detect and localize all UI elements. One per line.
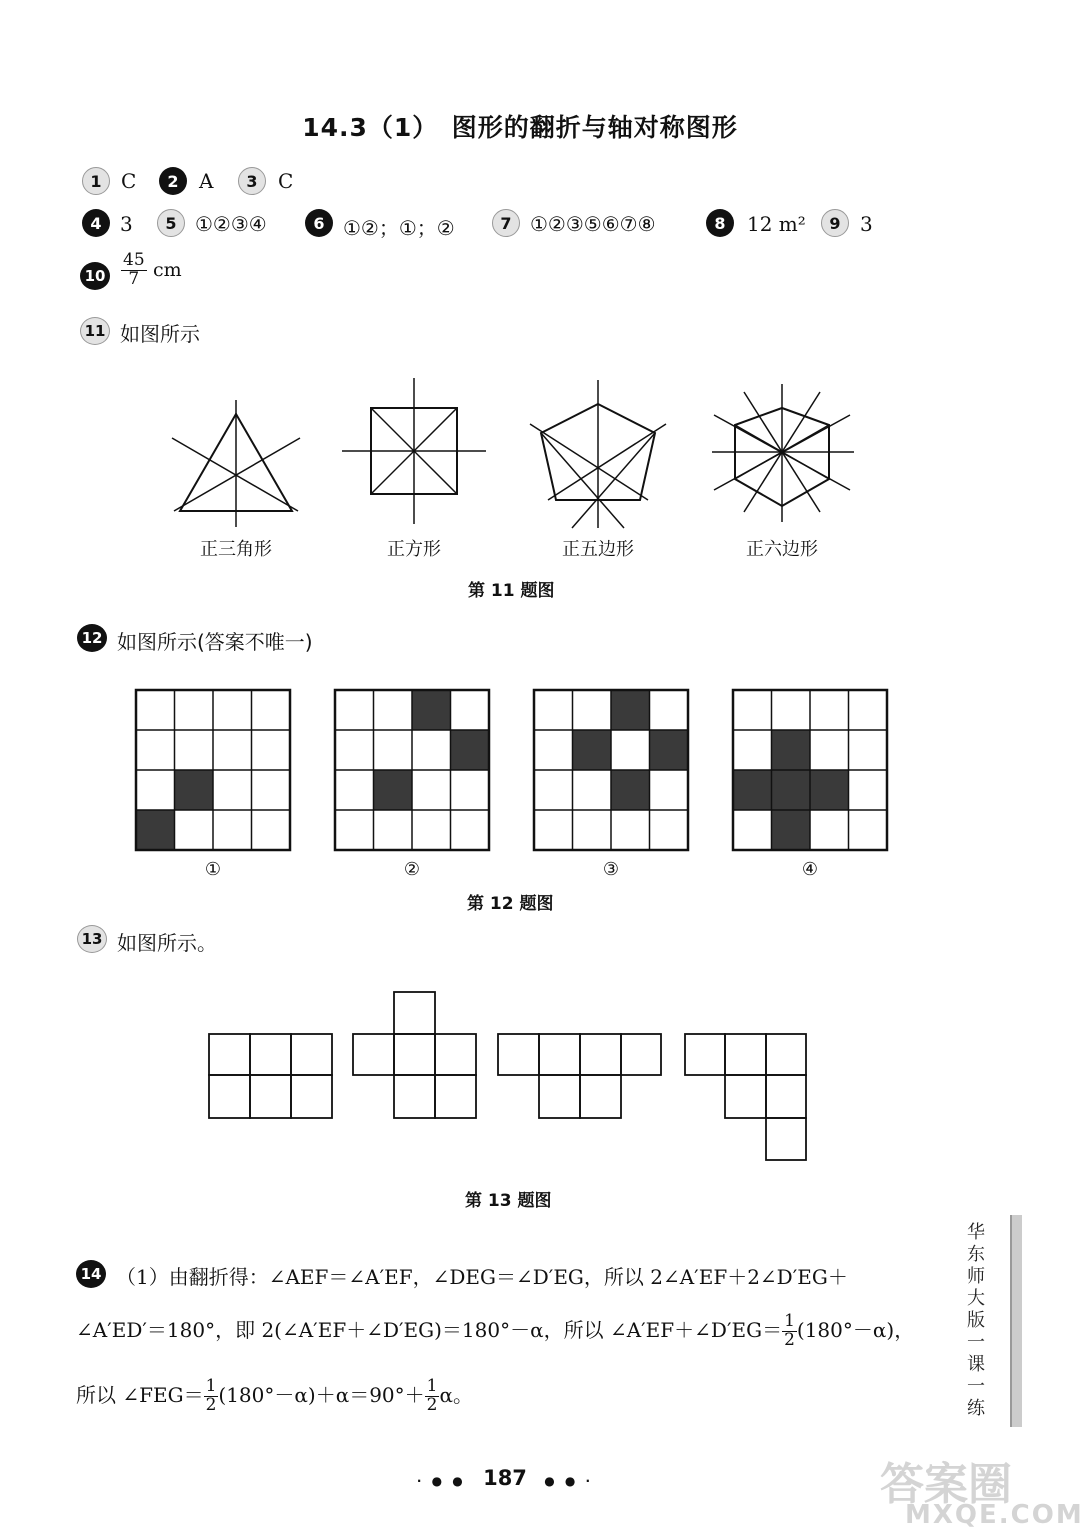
question-badge-12: 12 [77, 624, 107, 652]
grid-label-1: ① [204, 859, 222, 880]
question-12-text: 如图所示(答案不唯一) [117, 630, 313, 654]
fraction-half [782, 1313, 797, 1350]
answer-7: ①②③⑤⑥⑦⑧ [530, 212, 656, 236]
question-badge-3: 3 [238, 167, 266, 195]
question-badge-2: 2 [159, 167, 187, 195]
grid-label-2: ② [403, 859, 421, 880]
fraction-denominator: 2 [426, 1394, 438, 1415]
unit: cm [153, 258, 182, 281]
shape-label-square: 正方形 [387, 539, 441, 560]
question-badge-1: 1 [82, 167, 110, 195]
answer-9: 3 [860, 212, 873, 236]
page-title: 14.3（1） 图形的翻折与轴对称图形 [302, 113, 738, 142]
grid-label-3: ③ [602, 859, 620, 880]
question-badge-8: 8 [706, 209, 734, 237]
shape-label-triangle: 正三角形 [200, 539, 272, 560]
q14-line-3-middle: (180°－α)＋α＝90°＋ [218, 1382, 425, 1407]
shape-label-pentagon: 正五边形 [562, 539, 634, 560]
question-badge-6: 6 [305, 209, 333, 237]
q14-line-3-tail: α。 [439, 1382, 473, 1407]
fraction-denominator: 2 [784, 1329, 795, 1350]
page-number [0, 1466, 1010, 1490]
question-badge-14: 14 [76, 1260, 106, 1288]
question-badge-11: 11 [80, 317, 110, 345]
question-13-text: 如图所示。 [117, 931, 217, 955]
figure-caption-13: 第 13 题图 [465, 1191, 552, 1211]
question-11-text: 如图所示 [120, 322, 200, 346]
net-1 [209, 1034, 332, 1118]
fraction-numerator: 1 [205, 1376, 217, 1396]
page-number-value: 187 [483, 1466, 527, 1490]
fraction-numerator: 1 [784, 1311, 795, 1331]
answer-3: C [278, 169, 294, 193]
q14-line-3-text: 所以 ∠FEG＝ [76, 1382, 204, 1407]
figure-caption-12: 第 12 题图 [467, 894, 554, 914]
answer-1: C [121, 169, 137, 193]
fraction-half [204, 1378, 219, 1415]
fraction-numerator: 45 [123, 250, 145, 270]
watermark-logo: 答案圈 [880, 1459, 1012, 1510]
question-badge-5: 5 [157, 209, 185, 237]
net-4 [685, 1034, 806, 1160]
fraction-denominator: 7 [128, 268, 140, 289]
figure-caption-11: 第 11 题图 [468, 581, 555, 601]
grid-label-4: ④ [801, 859, 819, 880]
fraction-half [425, 1378, 440, 1415]
question-badge-13: 13 [77, 925, 107, 953]
dots-right-icon: ● ● · [544, 1474, 594, 1488]
side-book-title: 华 东 师 大 版 一 课 一 练 [967, 1222, 985, 1419]
side-tab-bar [1010, 1215, 1022, 1427]
answer-6: ①②；①；② [343, 216, 455, 240]
watermark-url: MXQE.COM [905, 1500, 1084, 1530]
q14-line-2-tail: (180°－α)， [796, 1317, 915, 1342]
question-badge-9: 9 [821, 209, 849, 237]
answer-8: 12 m² [747, 212, 806, 236]
answer-5: ①②③④ [195, 212, 267, 236]
fraction-denominator: 2 [205, 1394, 217, 1415]
q14-line-1: （1）由翻折得：∠AEF＝∠A′EF，∠DEG＝∠D′EG，所以 2∠A′EF＋2∠D′EG＋ [116, 1265, 848, 1289]
q14-line-2 [76, 1313, 914, 1350]
shape-label-hexagon: 正六边形 [746, 539, 818, 560]
question-badge-7: 7 [492, 209, 520, 237]
net-2 [353, 992, 476, 1118]
answer-4: 3 [120, 212, 133, 236]
answer-2: A [199, 169, 214, 193]
fraction-numerator: 1 [426, 1376, 438, 1396]
dots-left-icon: · ● ● [416, 1474, 466, 1488]
question-badge-4: 4 [82, 209, 110, 237]
question-badge-10: 10 [80, 262, 110, 290]
q14-line-3 [76, 1378, 473, 1415]
net-3 [498, 1034, 661, 1118]
q14-line-2-text: ∠A′ED′＝180°，即 2(∠A′EF＋∠D′EG)＝180°－α，所以 ∠A′EF＋∠D′EG＝ [76, 1317, 783, 1342]
